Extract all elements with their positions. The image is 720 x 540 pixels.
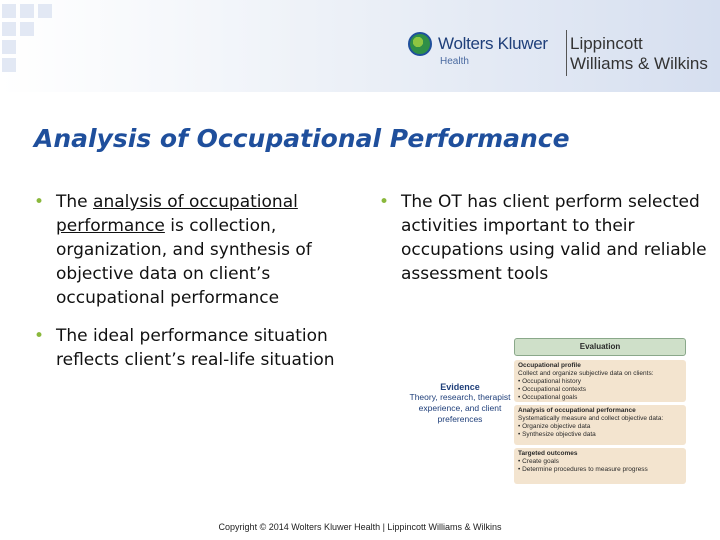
stage-item: • Occupational goals [518, 394, 578, 401]
logo-brand: Wolters Kluwer [438, 34, 548, 53]
stage-title: Targeted outcomes [518, 450, 578, 457]
bullet-text: The ideal performance situation reflects client’s real-life situation [56, 326, 335, 370]
bullet-analysis-definition [34, 190, 354, 310]
stage-text: Systematically measure and collect objective data: [518, 415, 664, 422]
header-band [0, 0, 720, 92]
bullet-ideal-situation [34, 324, 374, 372]
evidence-block [406, 382, 514, 425]
analysis-box [514, 405, 686, 445]
grid-decoration [0, 0, 60, 92]
logo-partner-line1: Lippincott [570, 34, 643, 53]
stage-item: • Determine procedures to measure progress [518, 466, 648, 473]
stage-item: • Organize objective data [518, 423, 591, 430]
bullet-icon: • [379, 192, 390, 212]
stage-item: • Occupational contexts [518, 386, 587, 393]
targeted-outcomes-box [514, 448, 686, 484]
bullet-text-pre: The [56, 192, 94, 212]
stage-item: • Create goals [518, 458, 559, 465]
logo-partner-line2: Williams & Wilkins [570, 54, 708, 73]
logo-sub: Health [440, 56, 469, 67]
evidence-title: Evidence [440, 382, 480, 392]
evidence-text: Theory, research, therapist experience, and client preferences [409, 392, 511, 424]
stage-title: Occupational profile [518, 362, 581, 369]
occupational-profile-box [514, 360, 686, 402]
bullet-term: analysis of occupational performance [56, 192, 298, 236]
bullet-text: The OT has client perform selected activities important to their occupations using valid and reliable assessment tools [401, 192, 707, 284]
evaluation-box: Evaluation [514, 338, 686, 356]
stage-title: Analysis of occupational performance [518, 407, 636, 414]
stage-text: Collect and organize subjective data on clients: [518, 370, 654, 377]
slide-title: Analysis of Occupational Performance [34, 124, 570, 153]
globe-icon [408, 32, 432, 56]
copyright-footer: Copyright © 2014 Wolters Kluwer Health | Lippincott Williams & Wilkins [218, 522, 502, 532]
bullet-icon: • [34, 326, 45, 346]
bullet-ot-performs [379, 190, 709, 286]
logo-divider [566, 30, 567, 76]
stage-item: • Occupational history [518, 378, 581, 385]
stage-item: • Synthesize objective data [518, 431, 596, 438]
evaluation-diagram [396, 330, 690, 490]
bullet-text-post: is collection, organization, and synthesis of objective data on client’s occupational performance [56, 216, 312, 308]
bullet-icon: • [34, 192, 45, 212]
